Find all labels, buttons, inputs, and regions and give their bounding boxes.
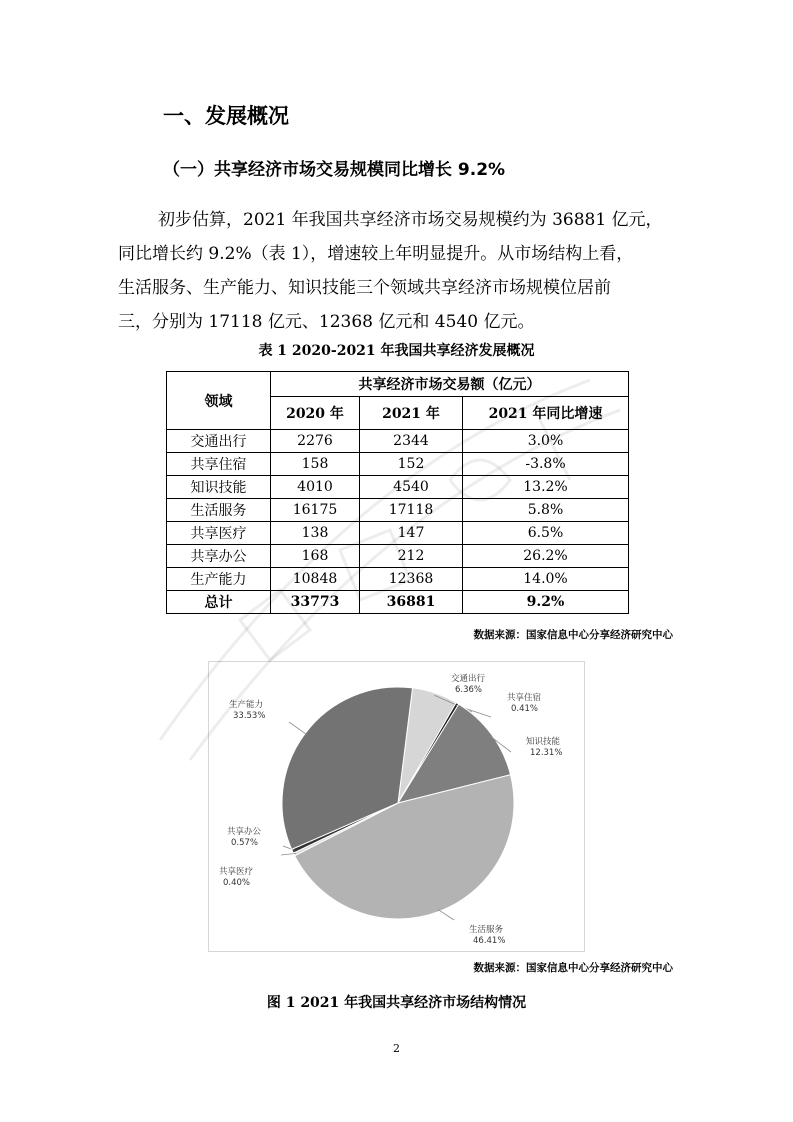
- table-caption: 表 1 2020-2021 年我国共享经济发展概况: [258, 343, 535, 359]
- slice-value-label: 6.36%: [455, 685, 483, 695]
- leader-line: [289, 722, 307, 735]
- cell-2021: 147: [360, 522, 463, 545]
- cell-growth: 5.8%: [463, 499, 629, 522]
- table-row: [167, 568, 629, 591]
- cell-2020: 16175: [271, 499, 360, 522]
- slice-category-label: 共享住宿: [507, 693, 542, 703]
- slice-value-label: 0.40%: [223, 878, 251, 888]
- cell-growth: 3.0%: [463, 430, 629, 453]
- cell-2021: 12368: [360, 568, 463, 591]
- slice-category-label: 知识技能: [526, 737, 561, 747]
- slice-value-label: 0.41%: [511, 704, 539, 714]
- chart-source: 数据来源：国家信息中心分享经济研究中心: [473, 962, 673, 974]
- cell-2020: 158: [271, 453, 360, 476]
- cell-domain: 生活服务: [167, 499, 271, 522]
- cell-2020: 168: [271, 545, 360, 568]
- data-table: [166, 371, 629, 614]
- pie-chart: [209, 662, 584, 951]
- cell-2021: 36881: [360, 591, 463, 614]
- cell-2021: 152: [360, 453, 463, 476]
- cell-growth: 26.2%: [463, 545, 629, 568]
- paragraph-line: 三，分别为 17118 亿元、12368 亿元和 4540 亿元。: [118, 312, 535, 332]
- cell-2020: 10848: [271, 568, 360, 591]
- header-domain: 领域: [167, 372, 271, 430]
- cell-domain: 共享办公: [167, 545, 271, 568]
- header-growth: 2021 年同比增速: [463, 397, 629, 430]
- slice-category-label: 共享医疗: [219, 867, 254, 877]
- table-row: [167, 430, 629, 453]
- table-row: [167, 499, 629, 522]
- leader-line: [438, 909, 454, 920]
- section-heading: 一、发展概况: [163, 104, 289, 128]
- cell-domain: 知识技能: [167, 476, 271, 499]
- paragraph-line: 初步估算，2021 年我国共享经济市场交易规模约为 36881 亿元，: [158, 210, 663, 230]
- slice-category-label: 交通出行: [451, 674, 486, 684]
- subsection-heading: （一）共享经济市场交易规模同比增长 9.2%: [163, 160, 506, 180]
- paragraph-line: 生活服务、生产能力、知识技能三个领域共享经济市场规模位居前: [118, 278, 611, 298]
- slice-category-label: 共享办公: [227, 827, 262, 837]
- cell-2021: 17118: [360, 499, 463, 522]
- cell-2021: 4540: [360, 476, 463, 499]
- cell-domain: 生产能力: [167, 568, 271, 591]
- slice-category-label: 生活服务: [469, 925, 504, 935]
- table-row: [167, 476, 629, 499]
- table-row: [167, 522, 629, 545]
- body-paragraph: [118, 203, 690, 339]
- pie-chart-frame: [208, 661, 585, 952]
- cell-growth: 14.0%: [463, 568, 629, 591]
- cell-2020: 138: [271, 522, 360, 545]
- cell-growth: 9.2%: [463, 591, 629, 614]
- table-source: 数据来源：国家信息中心分享经济研究中心: [473, 629, 673, 641]
- cell-2021: 2344: [360, 430, 463, 453]
- header-2021: 2021 年: [360, 397, 463, 430]
- slice-value-label: 46.41%: [473, 936, 506, 946]
- figure-caption: 图 1 2021 年我国共享经济市场结构情况: [266, 995, 527, 1011]
- page-number: 2: [393, 1042, 400, 1055]
- slice-value-label: 12.31%: [530, 748, 563, 758]
- cell-domain: 共享住宿: [167, 453, 271, 476]
- cell-2021: 212: [360, 545, 463, 568]
- cell-domain: 共享医疗: [167, 522, 271, 545]
- cell-2020: 33773: [271, 591, 360, 614]
- header-group: 共享经济市场交易额（亿元）: [271, 372, 629, 397]
- cell-2020: 4010: [271, 476, 360, 499]
- cell-2020: 2276: [271, 430, 360, 453]
- slice-value-label: 33.53%: [233, 711, 266, 721]
- paragraph-line: 同比增长约 9.2%（表 1），增速较上年明显提升。从市场结构上看，: [118, 244, 634, 264]
- header-2020: 2020 年: [271, 397, 360, 430]
- cell-growth: 6.5%: [463, 522, 629, 545]
- cell-growth: -3.8%: [463, 453, 629, 476]
- table-row: [167, 545, 629, 568]
- cell-domain: 总计: [167, 591, 271, 614]
- total-row: [167, 591, 629, 614]
- table-row: [167, 453, 629, 476]
- slice-value-label: 0.57%: [231, 838, 259, 848]
- cell-growth: 13.2%: [463, 476, 629, 499]
- cell-domain: 交通出行: [167, 430, 271, 453]
- slice-category-label: 生产能力: [229, 700, 264, 710]
